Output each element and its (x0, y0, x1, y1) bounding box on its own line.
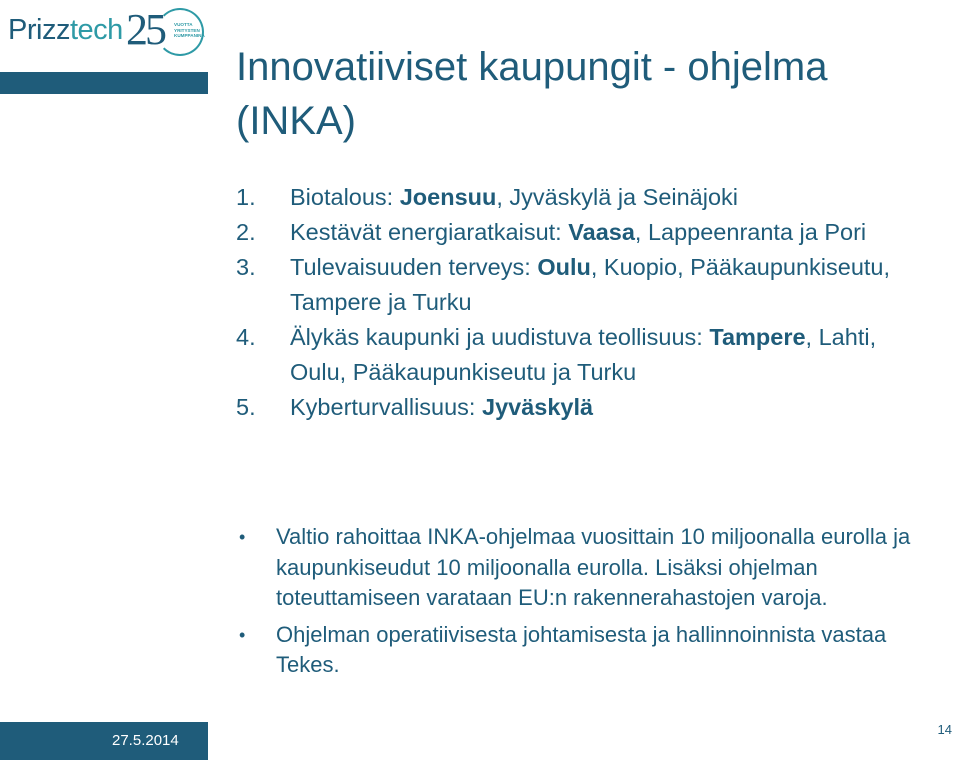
item-number: 1. (236, 184, 256, 210)
program-lead-city: Jyväskylä (482, 394, 594, 420)
page-number: 14 (937, 722, 952, 737)
program-lead-city: Joensuu (399, 184, 497, 210)
bullet-item (236, 522, 946, 614)
program-other-cities: , Lappeenranta ja Pori (634, 219, 867, 245)
funding-notes (236, 522, 946, 687)
program-item (236, 180, 936, 215)
program-item (236, 390, 936, 425)
item-number: 2. (236, 219, 256, 245)
logo-wordmark: Prizztech (8, 14, 123, 46)
program-theme: Biotalous: (290, 184, 400, 210)
prizztech-logo (8, 6, 208, 64)
footer-date: 27.5.2014 (112, 732, 179, 749)
program-lead-city: Oulu (537, 254, 591, 280)
item-number: 5. (236, 394, 256, 420)
program-lead-city: Vaasa (568, 219, 635, 245)
program-item (236, 250, 936, 320)
program-theme: Älykäs kaupunki ja uudistuva teollisuus: (290, 324, 710, 350)
program-list (236, 180, 936, 425)
bullet-icon: • (239, 527, 246, 547)
program-theme: Kestävät energiaratkaisut: (290, 219, 569, 245)
bullet-text: Ohjelman operatiivisesta johtamisesta ja hallinnoinnista vastaa Tekes. (276, 621, 887, 677)
program-theme: Tulevaisuuden terveys: (290, 254, 538, 280)
bullet-text: Valtio rahoittaa INKA-ohjelmaa vuosittain 10 miljoonalla eurolla ja kaupunkiseudut 10 miljoonalla eurolla. Lisäksi ohjelman toteuttamiseen varataan EU:n rakennerahastojen varoja. (276, 524, 911, 610)
item-number: 3. (236, 254, 256, 280)
program-other-cities: , Lahti, Oulu, Pääkaupunkiseutu ja Turku (290, 324, 877, 385)
program-item (236, 320, 936, 390)
program-theme: Kyberturvallisuus: (290, 394, 482, 420)
logo-anniversary-number: 25 (126, 5, 164, 54)
item-number: 4. (236, 324, 256, 350)
slide-title: Innovatiiviset kaupungit - ohjelma (INKA) (236, 45, 828, 143)
program-item (236, 215, 936, 250)
logo-tagline: VUOTTA YRITYSTEN KUMPPANINA (174, 22, 205, 38)
program-other-cities: , Kuopio, Pääkaupunkiseutu, Tampere ja Turku (290, 254, 891, 315)
header-accent-bar (0, 72, 208, 94)
bullet-icon: • (239, 624, 246, 645)
bullet-item (236, 620, 946, 681)
program-other-cities: , Jyväskylä ja Seinäjoki (496, 184, 739, 210)
program-lead-city: Tampere (709, 324, 806, 350)
